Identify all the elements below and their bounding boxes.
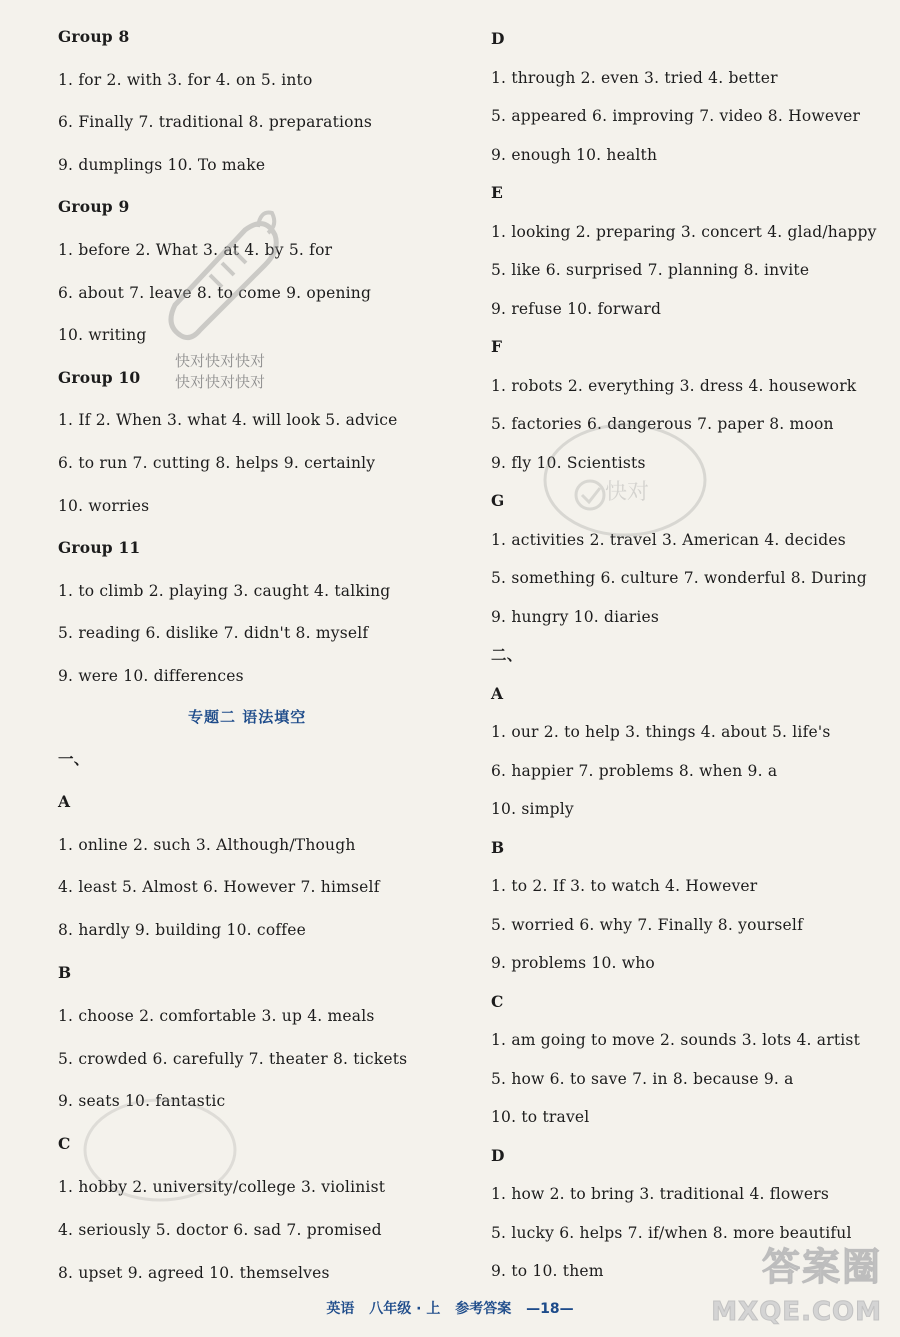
answer-line: 5. appeared 6. improving 7. video 8. However	[491, 107, 861, 125]
answer-group-heading: D	[491, 29, 505, 48]
answer-group-heading: B	[491, 837, 505, 857]
footer-subject: 英语	[326, 1301, 355, 1317]
answer-line: 4. seriously 5. doctor 6. sad 7. promised	[58, 1220, 382, 1239]
footer-grade: 八年级 · 上	[369, 1301, 441, 1317]
answer-line: 1. am going to move 2. sounds 3. lots 4. artist	[491, 1031, 861, 1049]
answer-line: 9. to 10. them	[491, 1262, 604, 1280]
answer-group-heading: F	[491, 337, 503, 356]
answer-group-heading: D	[491, 1145, 505, 1165]
answer-line: 1. If 2. When 3. what 4. will look 5. advice	[58, 411, 398, 430]
answer-group-heading: 一、	[58, 749, 90, 768]
answer-group-heading: G	[491, 491, 505, 510]
answer-line: 9. were 10. differences	[58, 667, 244, 685]
answer-line: 9. enough 10. health	[491, 145, 658, 164]
answer-line: 10. writing	[58, 326, 147, 345]
answer-line: 8. hardly 9. building 10. coffee	[58, 921, 306, 940]
answer-line: 1. hobby 2. university/college 3. violinist	[58, 1178, 386, 1196]
answer-line: 1. activities 2. travel 3. American 4. decides	[491, 530, 846, 549]
answer-group-heading: Group 10	[58, 367, 141, 387]
answer-line: 1. our 2. to help 3. things 4. about 5. life's	[491, 723, 831, 741]
answer-line: 5. crowded 6. carefully 7. theater 8. tickets	[58, 1049, 408, 1068]
answer-line: 1. choose 2. comfortable 3. up 4. meals	[58, 1006, 375, 1025]
watermark-text-2: 快对快对快对	[175, 373, 266, 391]
page-footer	[0, 1298, 900, 1328]
answer-line: 5. how 6. to save 7. in 8. because 9. a	[491, 1069, 794, 1088]
section-title: 专题二 语法填空	[188, 708, 307, 726]
answer-group-heading: E	[491, 183, 504, 202]
answer-line: 9. refuse 10. forward	[491, 299, 662, 318]
corner-logo-url: MXQE.COM	[711, 1297, 882, 1327]
answer-line: 9. dumplings 10. To make	[58, 155, 266, 174]
answer-group-heading: B	[58, 963, 72, 982]
stamp-watermark-text: 快对	[605, 480, 650, 505]
answer-line: 1. through 2. even 3. tried 4. better	[491, 68, 778, 87]
answer-line: 1. robots 2. everything 3. dress 4. housework	[491, 376, 857, 395]
answer-line: 5. like 6. surprised 7. planning 8. invite	[491, 261, 810, 279]
answer-line: 1. looking 2. preparing 3. concert 4. glad/happy	[491, 222, 877, 241]
answer-line: 1. to climb 2. playing 3. caught 4. talking	[58, 581, 391, 600]
answer-line: 10. to travel	[491, 1108, 590, 1126]
answer-line: 6. about 7. leave 8. to come 9. opening	[58, 283, 372, 302]
answer-line: 9. fly 10. Scientists	[491, 453, 646, 472]
answer-line: 9. problems 10. who	[491, 954, 655, 972]
footer-label: 参考答案	[455, 1301, 512, 1317]
answer-line: 1. how 2. to bring 3. traditional 4. flowers	[491, 1185, 829, 1203]
footer-page-number: —18—	[526, 1301, 574, 1317]
answer-line: 1. online 2. such 3. Although/Though	[58, 835, 356, 854]
stamp-watermark-bottom-icon	[80, 1095, 240, 1205]
answer-group-heading: Group 9	[58, 197, 130, 217]
answer-line: 6. Finally 7. traditional 8. preparations	[58, 113, 373, 132]
answer-group-heading: C	[491, 991, 504, 1011]
answer-group-heading: A	[491, 683, 504, 703]
answer-line: 5. reading 6. dislike 7. didn't 8. myself	[58, 624, 369, 643]
watermark-text-1: 快对快对快对	[175, 352, 266, 370]
answer-line: 9. hungry 10. diaries	[491, 607, 660, 626]
answer-group-heading: Group 11	[58, 538, 141, 558]
answer-line: 1. to 2. If 3. to watch 4. However	[491, 877, 758, 895]
carrot-watermark-icon	[160, 205, 300, 350]
answer-line: 10. simply	[491, 800, 574, 818]
answer-line: 1. before 2. What 3. at 4. by 5. for	[58, 241, 333, 259]
answer-line: 6. happier 7. problems 8. when 9. a	[491, 761, 778, 780]
answer-line: 5. lucky 6. helps 7. if/when 8. more beautiful	[491, 1223, 852, 1242]
corner-logo-title: 答案圈	[761, 1245, 882, 1289]
answer-group-heading: C	[58, 1134, 71, 1154]
answer-line: 8. upset 9. agreed 10. themselves	[58, 1263, 330, 1282]
answer-line: 6. to run 7. cutting 8. helps 9. certainly	[58, 454, 376, 472]
answer-line: 10. worries	[58, 496, 150, 515]
answer-line: 5. worried 6. why 7. Finally 8. yourself	[491, 915, 804, 934]
answer-group-heading: Group 8	[58, 27, 130, 46]
answer-line: 9. seats 10. fantastic	[58, 1092, 226, 1111]
answer-line: 5. factories 6. dangerous 7. paper 8. moon	[491, 415, 834, 433]
answer-line: 4. least 5. Almost 6. However 7. himself	[58, 878, 380, 897]
answer-line: 5. something 6. culture 7. wonderful 8. During	[491, 569, 867, 587]
answer-group-heading: A	[58, 791, 71, 811]
answer-line: 1. for 2. with 3. for 4. on 5. into	[58, 70, 313, 89]
answer-group-heading: 二、	[491, 645, 523, 664]
